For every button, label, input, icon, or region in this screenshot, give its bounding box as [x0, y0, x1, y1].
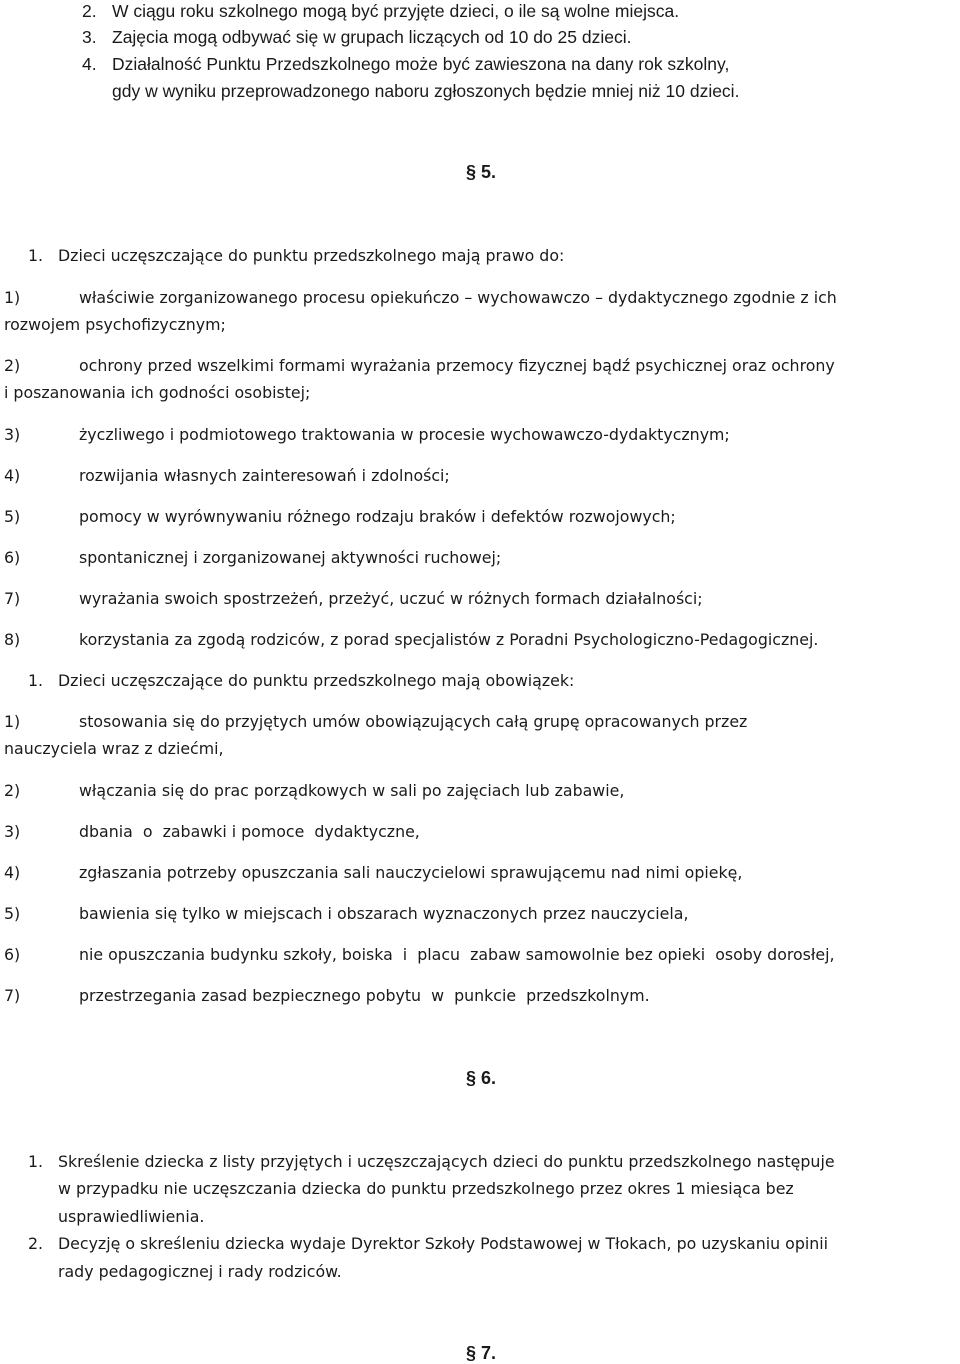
list-text: życzliwego i podmiotowego traktowania w procesie wychowawczo-dydaktycznym; — [79, 425, 730, 444]
list-number: 8) — [4, 630, 21, 649]
list-text: spontanicznej i zorganizowanej aktywności ruchowej; — [79, 548, 502, 567]
intro-text: Dzieci uczęszczające do punktu przedszkolnego mają obowiązek: — [58, 671, 575, 690]
list-text-continuation: rady pedagogicznej i rady rodziców. — [58, 1262, 342, 1281]
list-item — [4, 547, 502, 569]
list-text: korzystania za zgodą rodziców, z porad specjalistów z Poradni Psychologiczno-Pedagogicznej. — [79, 630, 819, 649]
list-text-continuation: usprawiedliwienia. — [58, 1207, 205, 1226]
rights-intro — [28, 245, 565, 267]
list-item — [4, 287, 837, 309]
list-text: bawienia się tylko w miejscach i obszarach wyznaczonych przez nauczyciela, — [79, 904, 689, 923]
list-item — [4, 944, 835, 966]
list-item — [28, 1151, 835, 1173]
list-text: Zajęcia mogą odbywać się w grupach liczących od 10 do 25 dzieci. — [112, 27, 632, 47]
duties-intro — [28, 670, 575, 692]
list-item — [28, 1233, 829, 1255]
list-text: właściwie zorganizowanego procesu opiekuńczo – wychowawczo – dydaktycznego zgodnie z ich — [79, 288, 837, 307]
list-text: ochrony przed wszelkimi formami wyrażania przemocy fizycznej bądź psychicznej oraz ochrony — [79, 356, 835, 375]
list-text-continuation: nauczyciela wraz z dziećmi, — [4, 739, 224, 758]
list-text: pomocy w wyrównywaniu różnego rodzaju braków i defektów rozwojowych; — [79, 507, 676, 526]
section-heading-7: § 7. — [466, 1343, 497, 1363]
list-number: 3) — [4, 425, 21, 444]
list-item — [4, 506, 676, 528]
list-number: 4) — [4, 466, 21, 485]
list-text-continuation: rozwojem psychofizycznym; — [4, 315, 226, 334]
list-text: włączania się do prac porządkowych w sali po zajęciach lub zabawie, — [79, 781, 625, 800]
intro-number: 1. — [28, 671, 44, 690]
list-item — [4, 985, 650, 1007]
section-heading-5: § 5. — [466, 162, 497, 182]
section-heading-6: § 6. — [466, 1068, 497, 1088]
list-number: 5) — [4, 507, 21, 526]
list-number: 1. — [28, 1152, 44, 1171]
list-item — [4, 780, 625, 802]
list-text: przestrzegania zasad bezpiecznego pobytu w punkcie przedszkolnym. — [79, 986, 650, 1005]
list-number: 4. — [82, 54, 97, 74]
list-item — [4, 711, 748, 733]
list-item — [82, 53, 730, 75]
list-number: 6) — [4, 548, 21, 567]
list-number: 1) — [4, 712, 21, 731]
list-text: dbania o zabawki i pomoce dydaktyczne, — [79, 822, 420, 841]
list-number: 6) — [4, 945, 21, 964]
list-text: rozwijania własnych zainteresowań i zdolności; — [79, 466, 450, 485]
list-item — [82, 0, 680, 22]
list-item — [82, 26, 632, 48]
list-item — [4, 862, 743, 884]
list-number: 7) — [4, 986, 21, 1005]
list-text: zgłaszania potrzeby opuszczania sali nauczycielowi sprawującemu nad nimi opiekę, — [79, 863, 743, 882]
list-number: 3) — [4, 822, 21, 841]
list-number: 2. — [28, 1234, 44, 1253]
intro-text: Dzieci uczęszczające do punktu przedszkolnego mają prawo do: — [58, 246, 565, 265]
list-number: 7) — [4, 589, 21, 608]
list-number: 1) — [4, 288, 21, 307]
list-item — [4, 821, 420, 843]
list-item — [4, 465, 450, 487]
list-text-continuation: w przypadku nie uczęszczania dziecka do punktu przedszkolnego przez okres 1 miesiąca bez — [58, 1179, 794, 1198]
list-text-continuation: i poszanowania ich godności osobistej; — [4, 383, 311, 402]
list-text: Skreślenie dziecka z listy przyjętych i uczęszczających dzieci do punktu przedszkolnego następuje — [58, 1152, 835, 1171]
list-text-continuation: gdy w wyniku przeprowadzonego naboru zgłoszonych będzie mniej niż 10 dzieci. — [112, 81, 740, 101]
list-text: W ciągu roku szkolnego mogą być przyjęte dzieci, o ile są wolne miejsca. — [112, 1, 680, 21]
list-number: 2. — [82, 1, 97, 21]
list-item — [4, 903, 689, 925]
intro-number: 1. — [28, 246, 44, 265]
list-number: 2) — [4, 781, 21, 800]
list-item — [4, 629, 819, 651]
list-item — [4, 355, 835, 377]
list-number: 3. — [82, 27, 97, 47]
list-item — [4, 588, 703, 610]
list-number: 5) — [4, 904, 21, 923]
list-text: stosowania się do przyjętych umów obowiązujących całą grupę opracowanych przez — [79, 712, 748, 731]
list-text: Decyzję o skreśleniu dziecka wydaje Dyrektor Szkoły Podstawowej w Tłokach, po uzyskaniu opinii — [58, 1234, 829, 1253]
list-text: nie opuszczania budynku szkoły, boiska i placu zabaw samowolnie bez opieki osoby dorosłej, — [79, 945, 835, 964]
list-text: wyrażania swoich spostrzeżeń, przeżyć, uczuć w różnych formach działalności; — [79, 589, 703, 608]
list-text: Działalność Punktu Przedszkolnego może być zawieszona na dany rok szkolny, — [112, 54, 730, 74]
list-number: 4) — [4, 863, 21, 882]
list-number: 2) — [4, 356, 21, 375]
list-item — [4, 424, 730, 446]
